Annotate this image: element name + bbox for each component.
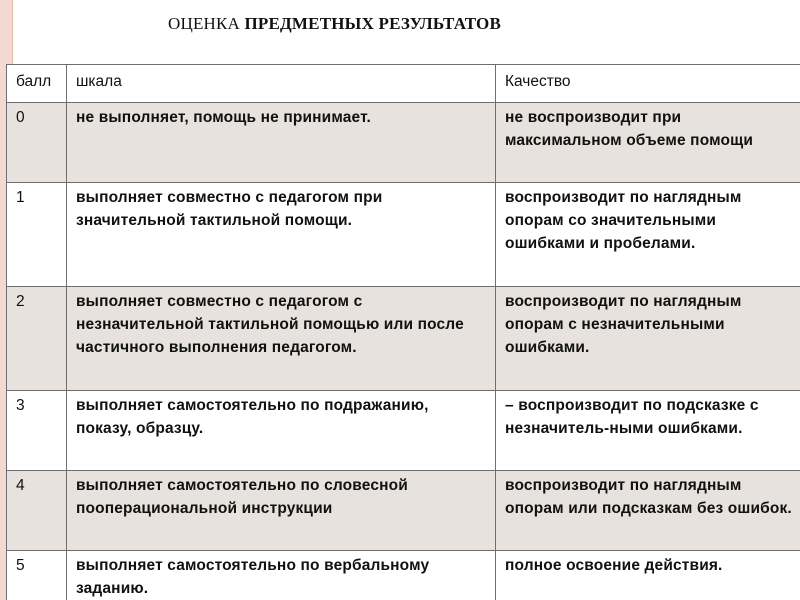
- quality-cell: не воспроизводит при максимальном объеме помощи: [496, 103, 800, 183]
- table-row: [7, 471, 800, 551]
- scale-cell: выполняет самостоятельно по словесной пооперациональной инструкции: [67, 471, 496, 551]
- page-title: [168, 14, 501, 34]
- score-cell: 4: [7, 471, 67, 551]
- quality-cell: воспроизводит по наглядным опорам с незначительными ошибками.: [496, 287, 800, 391]
- title-part-bold: ПРЕДМЕТНЫХ РЕЗУЛЬТАТОВ: [244, 14, 501, 33]
- scale-cell: выполняет самостоятельно по подражанию, показу, образцу.: [67, 391, 496, 471]
- table-row: [7, 183, 800, 287]
- title-part-regular: ОЦЕНКА: [168, 14, 245, 33]
- scale-cell: выполняет совместно с педагогом с незначительной тактильной помощью или после частичного выполнения педагогом.: [67, 287, 496, 391]
- scale-cell: выполняет совместно с педагогом при значительной тактильной помощи.: [67, 183, 496, 287]
- table-header-row: [7, 65, 800, 103]
- results-table: [6, 64, 800, 600]
- quality-cell: воспроизводит по наглядным опорам или подсказкам без ошибок.: [496, 471, 800, 551]
- score-cell: 3: [7, 391, 67, 471]
- score-cell: 1: [7, 183, 67, 287]
- score-cell: 0: [7, 103, 67, 183]
- quality-cell: воспроизводит по наглядным опорам со значительными ошибками и пробелами.: [496, 183, 800, 287]
- results-table-wrapper: [6, 64, 800, 600]
- scale-cell: не выполняет, помощь не принимает.: [67, 103, 496, 183]
- table-row: [7, 551, 800, 600]
- header-scale: шкала: [67, 65, 496, 103]
- score-cell: 2: [7, 287, 67, 391]
- table-row: [7, 103, 800, 183]
- scale-cell: выполняет самостоятельно по вербальному заданию.: [67, 551, 496, 600]
- header-score: балл: [7, 65, 67, 103]
- table-row: [7, 287, 800, 391]
- score-cell: 5: [7, 551, 67, 600]
- header-quality: Качество: [496, 65, 800, 103]
- quality-cell: – воспроизводит по подсказке с незначитель-ными ошибками.: [496, 391, 800, 471]
- table-row: [7, 391, 800, 471]
- quality-cell: полное освоение действия.: [496, 551, 800, 600]
